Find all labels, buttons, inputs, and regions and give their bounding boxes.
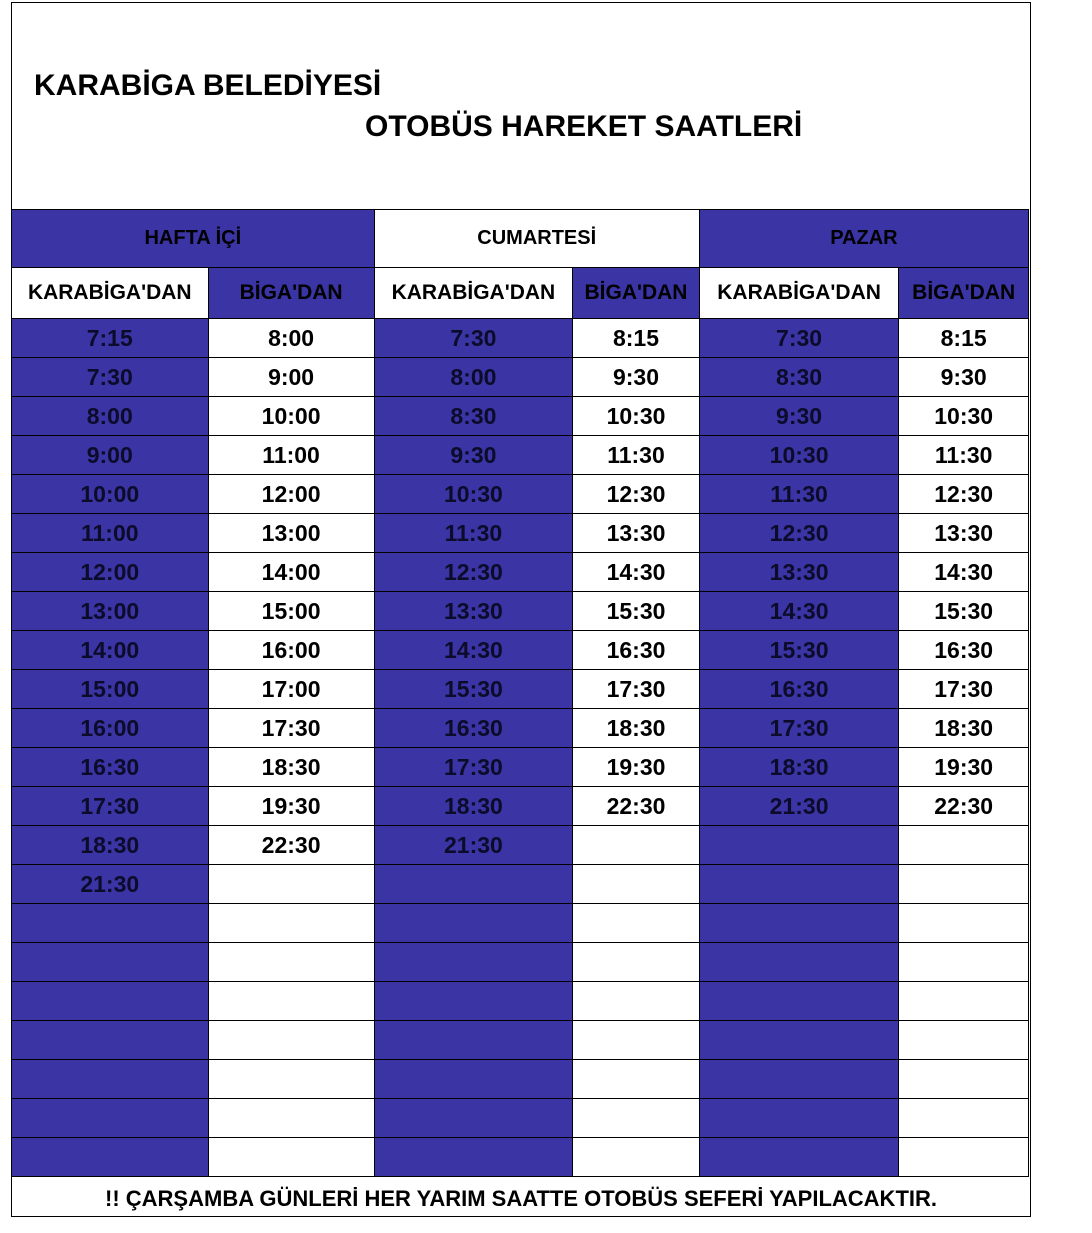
weekday-from-karabiga-time: 13:00 — [12, 592, 209, 631]
saturday-from-karabiga-time: 13:30 — [374, 592, 573, 631]
table-row — [12, 826, 1029, 865]
weekday-from-karabiga-time — [12, 1021, 209, 1060]
sunday-from-biga-time: 13:30 — [899, 514, 1029, 553]
saturday-from-karabiga-time — [374, 904, 573, 943]
weekday-from-karabiga-time: 12:00 — [12, 553, 209, 592]
sunday-from-biga-time — [899, 826, 1029, 865]
saturday-from-karabiga-time: 9:30 — [374, 436, 573, 475]
sunday-from-karabiga-time — [699, 904, 899, 943]
weekday-from-biga-time — [208, 982, 374, 1021]
saturday-from-biga-time — [573, 943, 700, 982]
sunday-from-karabiga-time: 13:30 — [699, 553, 899, 592]
sunday-from-biga-time — [899, 1099, 1029, 1138]
weekday-from-karabiga-time: 10:00 — [12, 475, 209, 514]
saturday-from-karabiga-time: 21:30 — [374, 826, 573, 865]
weekday-from-karabiga-header: KARABİGA'DAN — [12, 268, 209, 319]
weekday-from-biga-header: BİGA'DAN — [208, 268, 374, 319]
sunday-from-karabiga-time — [699, 1060, 899, 1099]
saturday-from-biga-time — [573, 1021, 700, 1060]
sunday-from-karabiga-time: 8:30 — [699, 358, 899, 397]
saturday-from-biga-time: 19:30 — [573, 748, 700, 787]
sunday-from-biga-time: 15:30 — [899, 592, 1029, 631]
saturday-from-biga-time — [573, 865, 700, 904]
saturday-from-biga-time: 11:30 — [573, 436, 700, 475]
weekday-from-biga-time: 8:00 — [208, 319, 374, 358]
saturday-from-karabiga-time: 12:30 — [374, 553, 573, 592]
weekday-from-karabiga-time: 14:00 — [12, 631, 209, 670]
saturday-from-biga-time — [573, 982, 700, 1021]
saturday-from-karabiga-time: 8:00 — [374, 358, 573, 397]
table-row — [12, 436, 1029, 475]
table-row — [12, 592, 1029, 631]
schedule-sheet — [11, 2, 1031, 1217]
saturday-from-karabiga-time: 11:30 — [374, 514, 573, 553]
saturday-from-karabiga-header: KARABİGA'DAN — [374, 268, 573, 319]
table-row — [12, 904, 1029, 943]
saturday-from-biga-time: 13:30 — [573, 514, 700, 553]
saturday-from-biga-time: 16:30 — [573, 631, 700, 670]
table-row — [12, 475, 1029, 514]
sunday-from-karabiga-header: KARABİGA'DAN — [699, 268, 899, 319]
weekday-from-biga-time — [208, 1138, 374, 1177]
sunday-from-karabiga-time — [699, 982, 899, 1021]
saturday-from-karabiga-time — [374, 865, 573, 904]
sunday-from-karabiga-time — [699, 943, 899, 982]
saturday-from-biga-time: 8:15 — [573, 319, 700, 358]
sunday-from-biga-time: 14:30 — [899, 553, 1029, 592]
saturday-from-biga-time — [573, 1138, 700, 1177]
sunday-from-karabiga-time: 15:30 — [699, 631, 899, 670]
sunday-from-biga-time — [899, 943, 1029, 982]
table-row — [12, 1099, 1029, 1138]
schedule-title: OTOBÜS HAREKET SAATLERİ — [365, 110, 803, 143]
sunday-from-karabiga-time — [699, 1021, 899, 1060]
weekday-from-karabiga-time — [12, 904, 209, 943]
sunday-from-biga-time: 11:30 — [899, 436, 1029, 475]
weekday-from-biga-time — [208, 865, 374, 904]
sunday-from-biga-time: 22:30 — [899, 787, 1029, 826]
weekday-from-karabiga-time: 21:30 — [12, 865, 209, 904]
sunday-from-karabiga-time: 7:30 — [699, 319, 899, 358]
direction-header-row — [12, 268, 1029, 319]
saturday-from-biga-time: 14:30 — [573, 553, 700, 592]
table-row — [12, 631, 1029, 670]
saturday-from-karabiga-time: 16:30 — [374, 709, 573, 748]
sunday-from-biga-time — [899, 1138, 1029, 1177]
table-row — [12, 865, 1029, 904]
saturday-from-biga-time: 18:30 — [573, 709, 700, 748]
sunday-from-karabiga-time: 12:30 — [699, 514, 899, 553]
weekday-from-biga-time: 10:00 — [208, 397, 374, 436]
day-header-row — [12, 210, 1029, 268]
weekday-from-karabiga-time: 9:00 — [12, 436, 209, 475]
saturday-from-biga-time — [573, 1060, 700, 1099]
table-row — [12, 943, 1029, 982]
saturday-from-biga-time: 15:30 — [573, 592, 700, 631]
sunday-from-biga-time: 17:30 — [899, 670, 1029, 709]
weekday-from-karabiga-time — [12, 982, 209, 1021]
sunday-from-karabiga-time: 9:30 — [699, 397, 899, 436]
saturday-from-biga-time — [573, 1099, 700, 1138]
sunday-from-biga-time: 19:30 — [899, 748, 1029, 787]
sunday-from-biga-time: 10:30 — [899, 397, 1029, 436]
weekday-from-biga-time — [208, 1060, 374, 1099]
sunday-from-biga-time — [899, 982, 1029, 1021]
weekday-from-karabiga-time: 8:00 — [12, 397, 209, 436]
day-header-weekday: HAFTA İÇİ — [12, 210, 375, 268]
weekday-from-karabiga-time: 17:30 — [12, 787, 209, 826]
sunday-from-karabiga-time — [699, 1138, 899, 1177]
weekday-from-biga-time: 16:00 — [208, 631, 374, 670]
weekday-from-karabiga-time: 7:15 — [12, 319, 209, 358]
sunday-from-karabiga-time — [699, 1099, 899, 1138]
saturday-from-karabiga-time: 15:30 — [374, 670, 573, 709]
weekday-from-biga-time: 9:00 — [208, 358, 374, 397]
table-row — [12, 397, 1029, 436]
sunday-from-biga-time: 18:30 — [899, 709, 1029, 748]
sunday-from-biga-header: BİGA'DAN — [899, 268, 1029, 319]
saturday-from-karabiga-time — [374, 1060, 573, 1099]
saturday-from-biga-time: 9:30 — [573, 358, 700, 397]
saturday-from-karabiga-time — [374, 1138, 573, 1177]
day-header-saturday: CUMARTESİ — [374, 210, 699, 268]
saturday-from-biga-time: 12:30 — [573, 475, 700, 514]
sunday-from-biga-time: 8:15 — [899, 319, 1029, 358]
saturday-from-karabiga-time — [374, 1099, 573, 1138]
weekday-from-biga-time: 12:00 — [208, 475, 374, 514]
weekday-from-biga-time: 18:30 — [208, 748, 374, 787]
table-row — [12, 1021, 1029, 1060]
saturday-from-karabiga-time: 10:30 — [374, 475, 573, 514]
weekday-from-biga-time: 17:30 — [208, 709, 374, 748]
saturday-from-karabiga-time: 18:30 — [374, 787, 573, 826]
sunday-from-karabiga-time: 21:30 — [699, 787, 899, 826]
saturday-from-karabiga-time: 14:30 — [374, 631, 573, 670]
weekday-from-biga-time: 15:00 — [208, 592, 374, 631]
saturday-from-biga-time: 17:30 — [573, 670, 700, 709]
table-row — [12, 709, 1029, 748]
day-header-sunday: PAZAR — [699, 210, 1028, 268]
sunday-from-biga-time: 9:30 — [899, 358, 1029, 397]
weekday-from-karabiga-time — [12, 1060, 209, 1099]
table-row — [12, 982, 1029, 1021]
saturday-from-karabiga-time: 7:30 — [374, 319, 573, 358]
table-row — [12, 514, 1029, 553]
saturday-from-biga-time: 10:30 — [573, 397, 700, 436]
weekday-from-karabiga-time — [12, 1138, 209, 1177]
sunday-from-karabiga-time — [699, 826, 899, 865]
saturday-from-biga-time: 22:30 — [573, 787, 700, 826]
saturday-from-biga-time — [573, 904, 700, 943]
sunday-from-biga-time — [899, 1021, 1029, 1060]
saturday-from-biga-header: BİGA'DAN — [573, 268, 700, 319]
table-row — [12, 1060, 1029, 1099]
saturday-from-karabiga-time: 8:30 — [374, 397, 573, 436]
saturday-from-karabiga-time — [374, 943, 573, 982]
sunday-from-karabiga-time: 10:30 — [699, 436, 899, 475]
weekday-from-biga-time — [208, 904, 374, 943]
weekday-from-biga-time — [208, 1099, 374, 1138]
weekday-from-karabiga-time: 15:00 — [12, 670, 209, 709]
timetable — [11, 209, 1029, 1177]
table-row — [12, 319, 1029, 358]
sunday-from-karabiga-time: 14:30 — [699, 592, 899, 631]
municipality-title: KARABİGA BELEDİYESİ — [34, 69, 382, 102]
weekday-from-biga-time: 13:00 — [208, 514, 374, 553]
sunday-from-biga-time — [899, 904, 1029, 943]
weekday-from-karabiga-time: 16:30 — [12, 748, 209, 787]
sunday-from-karabiga-time: 18:30 — [699, 748, 899, 787]
table-row — [12, 358, 1029, 397]
sunday-from-karabiga-time: 11:30 — [699, 475, 899, 514]
sunday-from-biga-time — [899, 1060, 1029, 1099]
weekday-from-biga-time: 11:00 — [208, 436, 374, 475]
table-row — [12, 1138, 1029, 1177]
weekday-from-biga-time: 19:30 — [208, 787, 374, 826]
weekday-from-biga-time: 17:00 — [208, 670, 374, 709]
weekday-from-biga-time — [208, 1021, 374, 1060]
weekday-from-karabiga-time — [12, 1099, 209, 1138]
saturday-from-karabiga-time — [374, 1021, 573, 1060]
table-row — [12, 787, 1029, 826]
footer-note: !! ÇARŞAMBA GÜNLERİ HER YARIM SAATTE OTOBÜS SEFERİ YAPILACAKTIR. — [105, 1186, 937, 1211]
saturday-from-karabiga-time: 17:30 — [374, 748, 573, 787]
weekday-from-karabiga-time: 16:00 — [12, 709, 209, 748]
table-row — [12, 670, 1029, 709]
weekday-from-karabiga-time: 11:00 — [12, 514, 209, 553]
weekday-from-biga-time — [208, 943, 374, 982]
weekday-from-biga-time: 14:00 — [208, 553, 374, 592]
sunday-from-biga-time: 16:30 — [899, 631, 1029, 670]
saturday-from-karabiga-time — [374, 982, 573, 1021]
weekday-from-biga-time: 22:30 — [208, 826, 374, 865]
table-row — [12, 553, 1029, 592]
sunday-from-karabiga-time: 17:30 — [699, 709, 899, 748]
weekday-from-karabiga-time: 7:30 — [12, 358, 209, 397]
saturday-from-biga-time — [573, 826, 700, 865]
sunday-from-biga-time: 12:30 — [899, 475, 1029, 514]
sunday-from-biga-time — [899, 865, 1029, 904]
table-row — [12, 748, 1029, 787]
weekday-from-karabiga-time — [12, 943, 209, 982]
sunday-from-karabiga-time — [699, 865, 899, 904]
weekday-from-karabiga-time: 18:30 — [12, 826, 209, 865]
sunday-from-karabiga-time: 16:30 — [699, 670, 899, 709]
